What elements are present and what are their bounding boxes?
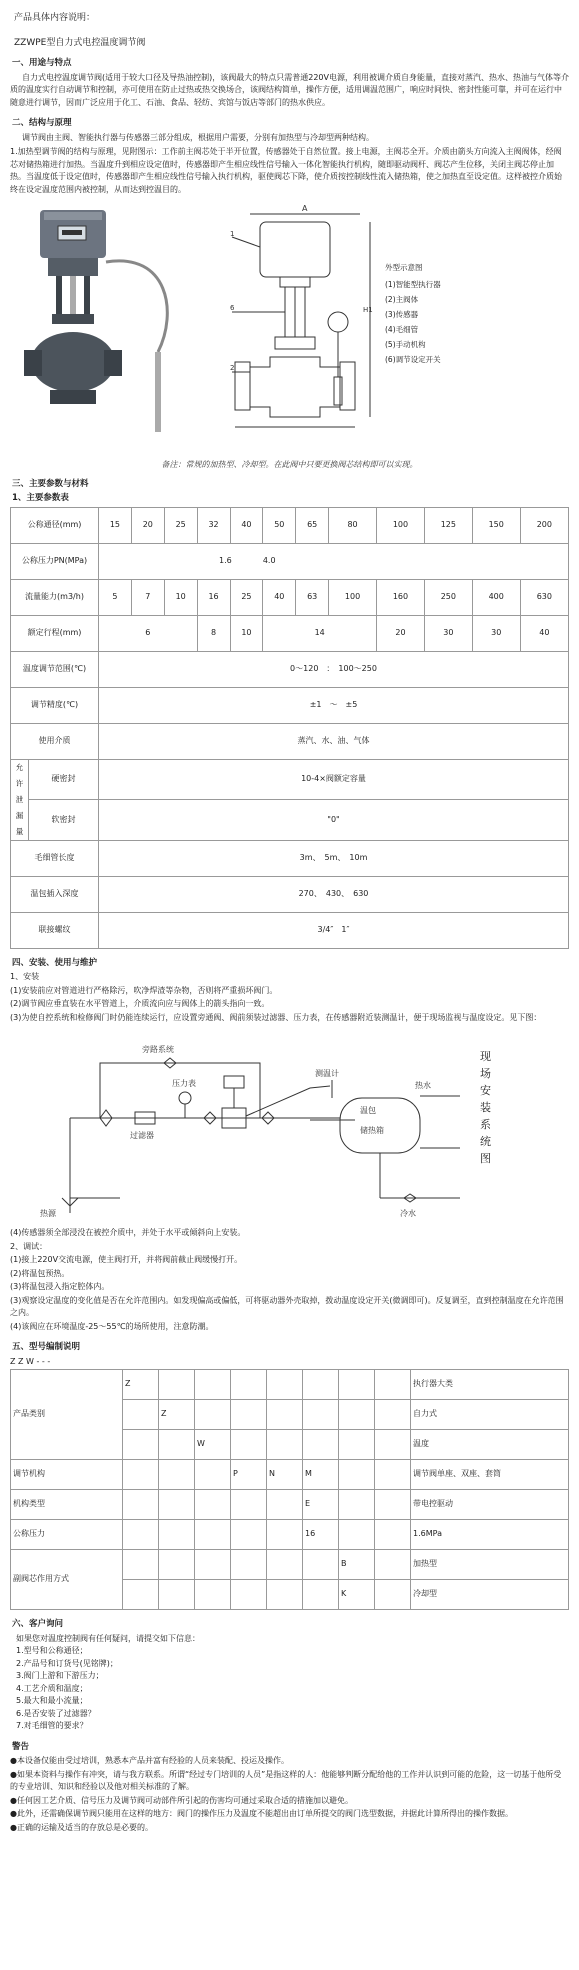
debug-step: (3)将温包浸入指定腔体内。: [10, 1282, 110, 1291]
legend-item: (6)调节设定开关: [385, 355, 441, 364]
table-cell: 50: [263, 507, 296, 543]
thread-value: 3/4″ 1″: [99, 912, 569, 948]
table-row: [11, 507, 569, 543]
kv-label: 流量能力(m3/h): [11, 579, 99, 615]
code-cell: E: [303, 1490, 339, 1520]
section-2-line1: 调节阀由主阀、智能执行器与传感器三部分组成，根据用户需要，分别有加热型与冷却型两种结构。: [22, 132, 374, 142]
table-cell: 125: [424, 507, 472, 543]
parameter-table: [10, 507, 569, 949]
table-cell: 20: [131, 507, 164, 543]
model-code-table: [10, 1369, 569, 1610]
inquiry-item: 2.产品号和订货号(见铭牌)；: [16, 1658, 118, 1668]
inquiry-item: 7.对毛细管的要求？: [16, 1721, 88, 1730]
table-cell: 16: [197, 579, 230, 615]
mechanism-label: 调节机构: [11, 1460, 123, 1490]
medium-value: 蒸汽、水、油、气体: [99, 723, 569, 759]
meaning-cell: 调节阀单座、双座、套筒: [411, 1460, 569, 1490]
table-cell: 14: [263, 615, 377, 651]
inquiry-item: 4.工艺介质和温度；: [16, 1683, 88, 1693]
section-3-heading: 三、主要参数与材料: [12, 478, 89, 489]
table-row: [11, 800, 569, 841]
warning-item: ●本设备仅能由受过培训，熟悉本产品并富有经验的人员来装配、投运及操作。: [10, 1756, 289, 1765]
filter-label: 过滤器: [130, 1131, 154, 1140]
table-row: [11, 1490, 569, 1520]
table-row: [11, 759, 569, 800]
code-cell: N: [267, 1460, 303, 1490]
code-cell: K: [339, 1580, 375, 1610]
table-cell: 30: [472, 615, 520, 651]
system-diagram-drawing: [10, 1028, 480, 1223]
intro-text: 产品具体内容说明：: [14, 13, 96, 23]
depth-value: 270、 430、 630: [99, 876, 569, 912]
cold-water-label: 冷水: [400, 1209, 416, 1218]
table-row: [11, 876, 569, 912]
table-cell: 10: [230, 615, 263, 651]
system-diagram: [10, 1028, 569, 1223]
table-row: [11, 651, 569, 687]
hot-water-label: 热水: [415, 1081, 431, 1090]
outline-legend: [385, 260, 505, 367]
figure-note: 备注：常规的加热型、冷却型。在此阀中只要更换阀芯结构即可以实现。: [161, 460, 418, 469]
legend-title: 外型示意图: [385, 263, 423, 272]
table-cell: 160: [377, 579, 425, 615]
legend-item: (1)智能型执行器: [385, 280, 441, 289]
table-cell: 5: [99, 579, 132, 615]
drive-label: 机构类型: [11, 1490, 123, 1520]
hard-seal-label: 硬密封: [29, 759, 99, 800]
bypass-label: 旁路系统: [142, 1045, 174, 1054]
table-row: [11, 1520, 569, 1550]
meaning-cell: 执行器大类: [411, 1370, 569, 1400]
inquiry-lead: 如果您对温度控制阀有任何疑问，请提交如下信息：: [16, 1633, 200, 1643]
code-cell: M: [303, 1460, 339, 1490]
section-2-text: 1.加热型调节阀的结构与原理，见附图示：工作前主阀芯处于半开位置，传感器处于自然位置。接上电源，主阀芯全开。介质由箭头方向流入主阀阀体，经阀芯对储热箱进行加热。当温度升到相应设定值时，传感器即产生相应线性信号输入一体化智能执行机构，随即驱动阀杆、阀芯产生位移，关闭主阀芯停止加热。当温度低于设定值时，传感器即产生相应线性信号输入执行机构，驱使阀芯下降，使介质按控制线性流入储热箱，使之加热直至设定值。这样被控介质始终在设定温度范围内被控制，从而达到控温目的。: [10, 147, 562, 194]
soft-seal-value: "0": [99, 800, 569, 841]
meaning-cell: 加热型: [411, 1550, 569, 1580]
meaning-cell: 温度: [411, 1430, 569, 1460]
document-title: ZZWPE型自力式电控温度调节阀: [14, 37, 146, 48]
model-code: Z Z W - - -: [10, 1356, 51, 1366]
table-cell: 80: [329, 507, 377, 543]
capillary-value: 3m、 5m、 10m: [99, 840, 569, 876]
warning-item: ●任何因工艺介质、信号压力及调节阀可动部件所引起的伤害均可通过采取合适的措施加以避免。: [10, 1795, 353, 1805]
warning-heading: 警告: [12, 1741, 30, 1752]
table-cell: 200: [520, 507, 568, 543]
outline-drawing: [230, 202, 380, 452]
table-cell: 20: [377, 615, 425, 651]
accuracy-value: ±1 ～ ±5: [99, 687, 569, 723]
figure-area: [10, 202, 569, 457]
install-step: (3)为使自控系统和检修阀门时仍能连续运行，应设置旁通阀、阀前须装过滤器、压力表，在传感器附近装测温计，便于现场监视与温度设定。见下图：: [10, 1012, 542, 1022]
heat-source-label: 热源: [40, 1209, 56, 1218]
table-cell: 15: [99, 507, 132, 543]
table-cell: 25: [164, 507, 197, 543]
table-cell: 63: [296, 579, 329, 615]
legend-item: (2)主阀体: [385, 295, 419, 304]
section-3-subheading: 1、主要参数表: [12, 493, 69, 503]
table-cell: 40: [230, 507, 263, 543]
table-cell: 65: [296, 507, 329, 543]
stroke-label: 额定行程(mm): [11, 615, 99, 651]
warning-item: ●正确的运输及适当的存放总是必要的。: [10, 1822, 153, 1832]
table-cell: 32: [197, 507, 230, 543]
inquiry-item: 5.最大和最小流量；: [16, 1696, 88, 1705]
table-row: [11, 912, 569, 948]
table-row: [11, 840, 569, 876]
code-cell: 16: [303, 1520, 339, 1550]
system-diagram-caption: 现场安装系统图: [480, 1050, 491, 1165]
table-cell: 400: [472, 579, 520, 615]
meaning-cell: 带电控驱动: [411, 1490, 569, 1520]
range-label: 温度调节范围(℃): [11, 651, 99, 687]
table-cell: 100: [377, 507, 425, 543]
section-1-heading: 一、用途与特点: [12, 58, 72, 68]
thermometer-label: 测温计: [315, 1069, 339, 1078]
pn-value: 4.0: [262, 555, 276, 565]
section-5-heading: 五、型号编制说明: [12, 1342, 81, 1352]
svg-text:6: 6: [230, 304, 235, 312]
pressure-gauge-label: 压力表: [172, 1079, 196, 1088]
soft-seal-label: 软密封: [29, 800, 99, 841]
table-cell: 6: [99, 615, 198, 651]
table-cell: 8: [197, 615, 230, 651]
table-row: [11, 1550, 569, 1580]
tank-label: 储热箱: [360, 1126, 384, 1135]
table-cell: 250: [424, 579, 472, 615]
meaning-cell: 冷却型: [411, 1580, 569, 1610]
debug-subheading: 2、调试：: [10, 1241, 48, 1251]
debug-step: (3)观察设定温度的变化值是否在允许范围内。如发现偏高或偏低，可将驱动器外壳取掉，拨动温度设定开关(微调即可)。反复调至，直到控制温度在允许范围之内。: [10, 1295, 564, 1317]
table-cell: 7: [131, 579, 164, 615]
dimension-a-label: A: [302, 204, 308, 213]
section-6-heading: 六、客户询问: [12, 1619, 64, 1629]
svg-text:2: 2: [230, 364, 235, 372]
pn-value: 1.6: [219, 555, 232, 565]
legend-item: (5)手动机构: [385, 340, 426, 349]
code-cell: Z: [159, 1400, 195, 1430]
section-1-text: 自力式电控温度调节阀(适用于较大口径及导热油控制)，该阀最大的特点只需普通220V电源，利用被调介质自身能量，直接对蒸汽、热水、热油与气体等介质的温度实行自动调节和控制，亦可使用在防止过热或热交换场合，该阀结构简单，操作方便，适用调温范围广，响应时间快、密封性能可靠，并可在运行中随意进行调节，因而广泛应用于化工、石油、食品、轻纺、宾馆与饭店等部门的热水供应。: [10, 72, 569, 107]
bulb-label: 温包: [360, 1106, 376, 1115]
section-2-heading: 二、结构与原理: [12, 118, 72, 128]
table-row: [11, 723, 569, 759]
thread-label: 联接螺纹: [11, 912, 99, 948]
debug-step: (2)将温包预热。: [10, 1268, 70, 1278]
table-cell: 10: [164, 579, 197, 615]
dimension-h1-label: H1: [363, 306, 373, 314]
pn-values: [99, 543, 569, 579]
table-cell: 40: [263, 579, 296, 615]
table-row: [11, 543, 569, 579]
valve-photo-image: [18, 202, 183, 452]
meaning-cell: 1.6MPa: [411, 1520, 569, 1550]
table-row: [11, 1460, 569, 1490]
table-row: [11, 1370, 569, 1400]
svg-text:1: 1: [230, 230, 235, 238]
section-4-heading: 四、安装、使用与维护: [12, 957, 98, 968]
table-cell: 30: [424, 615, 472, 651]
inquiry-item: 6.是否安装了过滤器？: [16, 1708, 96, 1718]
range-value: 0～120 ： 100～250: [99, 651, 569, 687]
table-cell: 40: [520, 615, 568, 651]
table-row: [11, 615, 569, 651]
table-row: [11, 687, 569, 723]
warning-item: ●此外，还需确保调节阀只能用在这样的地方：阀门的操作压力及温度不能超出由订单所提交的阀门选型数据，并据此计算所得出的操作数据。: [10, 1809, 513, 1818]
depth-label: 温包插入深度: [11, 876, 99, 912]
install-step: (1)安装前应对管道进行严格除污，吹净焊渣等杂物，否则将严重损坏阀门。: [10, 985, 278, 995]
debug-step: (1)接上220V交流电源，使主阀打开，并将阀前截止阀缓慢打开。: [10, 1255, 243, 1264]
dn-label: 公称通径(mm): [11, 507, 99, 543]
core-label: 副阀芯作用方式: [11, 1550, 123, 1610]
capillary-label: 毛细管长度: [11, 840, 99, 876]
inquiry-item: 1.型号和公称通径；: [16, 1646, 88, 1655]
code-cell: Z: [123, 1370, 159, 1400]
meaning-cell: 自力式: [411, 1400, 569, 1430]
inquiry-item: 3.阀门上游和下游压力；: [16, 1671, 104, 1680]
install-step: (2)调节阀应垂直装在水平管道上，介质流向应与阀体上的箭头指向一致。: [10, 999, 270, 1008]
install-subheading: 1、安装: [10, 972, 40, 981]
code-cell: W: [195, 1430, 231, 1460]
table-row: [11, 579, 569, 615]
warning-item: ●如果本资料与操作有冲突，请与我方联系。所谓“经过专门培训的人员”是指这样的人：他能够判断分配给他的工作并认识到可能的危险，这一切基于他所受的专业培训、知识和经验以及他对相关标准的了解。: [10, 1769, 562, 1791]
table-cell: 630: [520, 579, 568, 615]
code-cell: B: [339, 1550, 375, 1580]
code-cell: P: [231, 1460, 267, 1490]
pressure-label: 公称压力: [11, 1520, 123, 1550]
table-cell: 100: [329, 579, 377, 615]
leak-label: 允许泄漏量: [11, 759, 29, 840]
install-step: (4)传感器须全部浸没在被控介质中，并处于水平或倾斜向上安装。: [10, 1228, 246, 1237]
medium-label: 使用介质: [11, 723, 99, 759]
legend-item: (4)毛细管: [385, 325, 419, 334]
table-cell: 150: [472, 507, 520, 543]
hard-seal-value: 10-4×阀额定容量: [99, 759, 569, 800]
debug-step: (4)该阀应在环境温度-25～55℃的场所使用，注意防潮。: [10, 1321, 214, 1331]
category-label: 产品类别: [11, 1370, 123, 1460]
pn-label: 公称压力PN(MPa): [11, 543, 99, 579]
legend-item: (3)传感器: [385, 310, 419, 319]
table-cell: 25: [230, 579, 263, 615]
accuracy-label: 调节精度(℃): [11, 687, 99, 723]
